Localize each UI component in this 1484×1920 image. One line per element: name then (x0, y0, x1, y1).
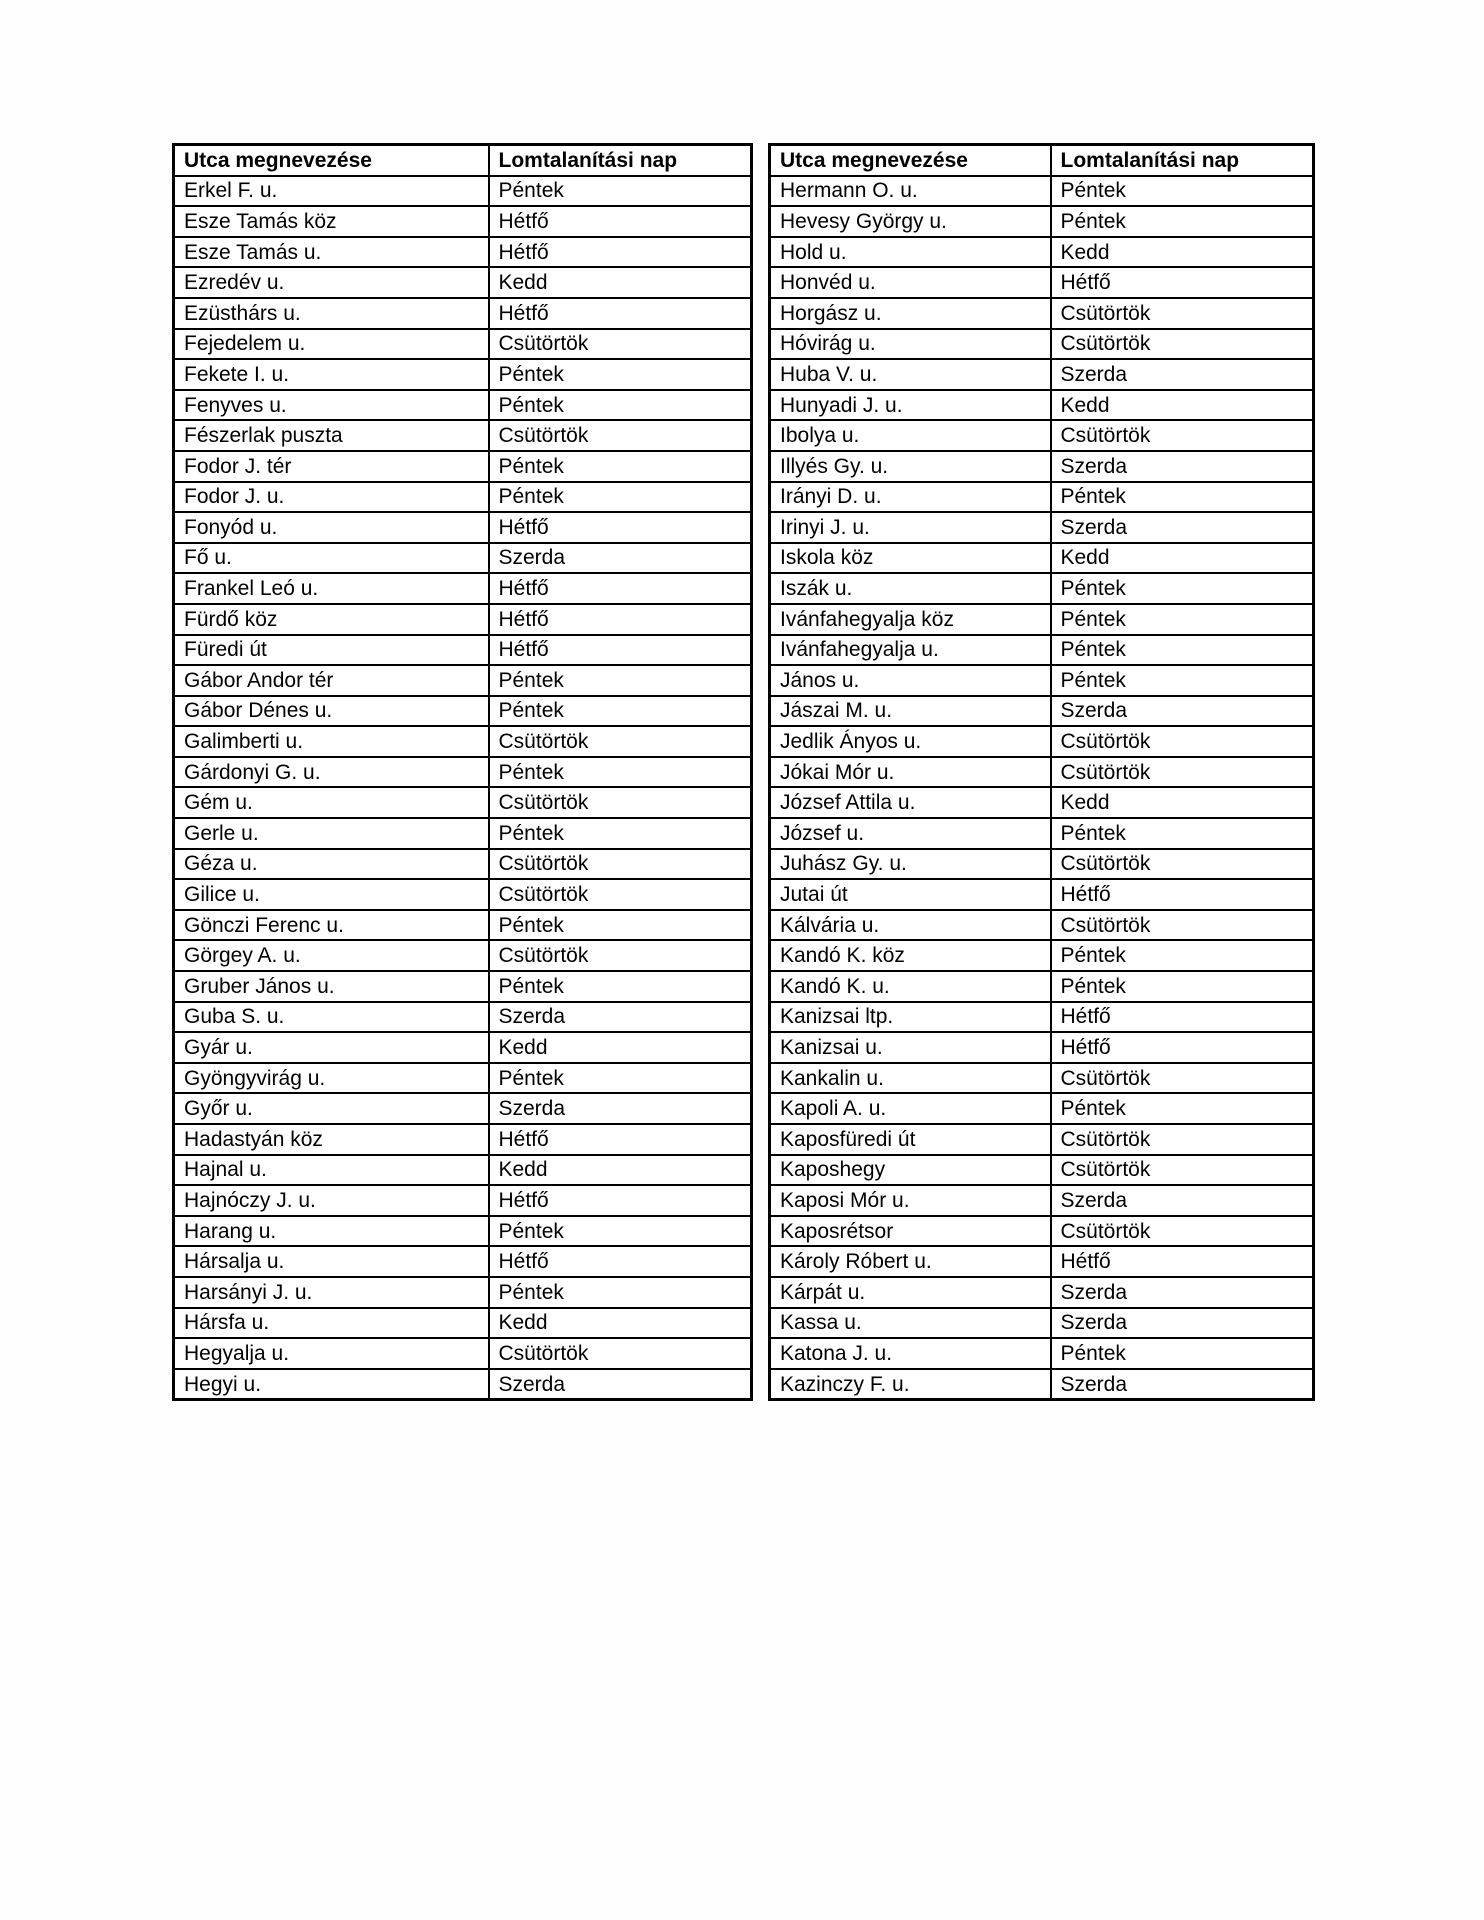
table-row (174, 482, 752, 513)
street-cell: Esze Tamás u. (174, 237, 489, 268)
street-cell: Iskola köz (770, 543, 1051, 574)
table-row (770, 787, 1314, 818)
street-cell: Esze Tamás köz (174, 206, 489, 237)
day-cell: Péntek (1051, 971, 1314, 1002)
street-cell: Kankalin u. (770, 1063, 1051, 1094)
street-cell: Fonyód u. (174, 512, 489, 543)
day-cell: Péntek (1051, 635, 1314, 666)
table-row (770, 451, 1314, 482)
table-row (174, 971, 752, 1002)
day-cell: Kedd (1051, 390, 1314, 421)
table-row (174, 329, 752, 360)
day-cell: Szerda (489, 543, 752, 574)
table-row (174, 1155, 752, 1186)
day-cell: Péntek (1051, 206, 1314, 237)
street-cell: Fürdő köz (174, 604, 489, 635)
street-cell: Harang u. (174, 1216, 489, 1247)
day-cell: Csütörtök (489, 420, 752, 451)
table-row (770, 1338, 1314, 1369)
street-cell: Horgász u. (770, 298, 1051, 329)
day-cell: Szerda (489, 1093, 752, 1124)
table-row (174, 726, 752, 757)
street-cell: Kapoli A. u. (770, 1093, 1051, 1124)
street-cell: Kazinczy F. u. (770, 1369, 1051, 1400)
day-cell: Péntek (1051, 818, 1314, 849)
day-cell: Szerda (489, 1369, 752, 1400)
day-cell: Csütörtök (1051, 1155, 1314, 1186)
street-day-table-left (172, 143, 753, 1401)
day-column-header: Lomtalanítási nap (489, 145, 752, 176)
table-row (770, 420, 1314, 451)
table-row (770, 818, 1314, 849)
street-cell: Hársalja u. (174, 1246, 489, 1277)
street-cell: Juhász Gy. u. (770, 849, 1051, 880)
street-cell: Kandó K. u. (770, 971, 1051, 1002)
table-row (770, 1093, 1314, 1124)
table-row (770, 879, 1314, 910)
street-cell: Ivánfahegyalja köz (770, 604, 1051, 635)
table-row (174, 451, 752, 482)
street-cell: Kanizsai ltp. (770, 1002, 1051, 1033)
table-row (770, 696, 1314, 727)
street-cell: Hunyadi J. u. (770, 390, 1051, 421)
table-row (174, 573, 752, 604)
street-cell: Gerle u. (174, 818, 489, 849)
day-cell: Csütörtök (489, 849, 752, 880)
day-cell: Hétfő (489, 573, 752, 604)
street-cell: József u. (770, 818, 1051, 849)
table-row (174, 1277, 752, 1308)
street-cell: Fodor J. u. (174, 482, 489, 513)
street-cell: Hadastyán köz (174, 1124, 489, 1155)
street-cell: Füredi út (174, 635, 489, 666)
day-cell: Csütörtök (1051, 1216, 1314, 1247)
day-cell: Péntek (489, 1277, 752, 1308)
day-cell: Kedd (1051, 543, 1314, 574)
street-cell: Fejedelem u. (174, 329, 489, 360)
table-row (770, 971, 1314, 1002)
street-cell: Kaposrétsor (770, 1216, 1051, 1247)
day-cell: Csütörtök (1051, 849, 1314, 880)
street-cell: Károly Róbert u. (770, 1246, 1051, 1277)
table-row (174, 1124, 752, 1155)
table-row (174, 635, 752, 666)
day-cell: Hétfő (489, 1124, 752, 1155)
day-cell: Szerda (1051, 696, 1314, 727)
day-cell: Szerda (1051, 1185, 1314, 1216)
day-cell: Kedd (1051, 237, 1314, 268)
day-cell: Hétfő (489, 604, 752, 635)
table-row (770, 267, 1314, 298)
day-cell: Szerda (1051, 1369, 1314, 1400)
street-cell: Gyár u. (174, 1032, 489, 1063)
table-row (770, 237, 1314, 268)
street-cell: Gém u. (174, 787, 489, 818)
table-row (174, 1308, 752, 1339)
day-cell: Kedd (489, 1032, 752, 1063)
table-row (770, 298, 1314, 329)
table-row (174, 787, 752, 818)
table-row (174, 1369, 752, 1400)
table-row (174, 237, 752, 268)
street-cell: Ivánfahegyalja u. (770, 635, 1051, 666)
day-cell: Hétfő (489, 1185, 752, 1216)
table-row (770, 176, 1314, 207)
day-cell: Péntek (1051, 940, 1314, 971)
street-cell: Fekete I. u. (174, 359, 489, 390)
street-cell: Galimberti u. (174, 726, 489, 757)
street-cell: Hegyi u. (174, 1369, 489, 1400)
day-cell: Péntek (1051, 1093, 1314, 1124)
street-cell: Hajnal u. (174, 1155, 489, 1186)
street-cell: Kaposhegy (770, 1155, 1051, 1186)
street-cell: Irinyi J. u. (770, 512, 1051, 543)
table-row (770, 604, 1314, 635)
table-row (174, 1063, 752, 1094)
table-row (770, 1216, 1314, 1247)
day-cell: Szerda (1051, 451, 1314, 482)
table-row (174, 910, 752, 941)
day-cell: Péntek (489, 451, 752, 482)
table-row (174, 267, 752, 298)
street-cell: Jedlik Ányos u. (770, 726, 1051, 757)
table-row (174, 359, 752, 390)
street-column-header: Utca megnevezése (174, 145, 489, 176)
day-cell: Hétfő (1051, 267, 1314, 298)
street-cell: Kaposfüredi út (770, 1124, 1051, 1155)
table-row (770, 635, 1314, 666)
table-row (174, 1002, 752, 1033)
street-cell: Hársfa u. (174, 1308, 489, 1339)
street-cell: Fészerlak puszta (174, 420, 489, 451)
street-cell: Hevesy György u. (770, 206, 1051, 237)
table-row (770, 1369, 1314, 1400)
street-cell: Fenyves u. (174, 390, 489, 421)
street-cell: Harsányi J. u. (174, 1277, 489, 1308)
street-cell: Hold u. (770, 237, 1051, 268)
table-row (174, 818, 752, 849)
day-cell: Péntek (1051, 665, 1314, 696)
street-cell: Gilice u. (174, 879, 489, 910)
street-cell: Győr u. (174, 1093, 489, 1124)
table-row (174, 879, 752, 910)
day-cell: Hétfő (489, 298, 752, 329)
day-column-header: Lomtalanítási nap (1051, 145, 1314, 176)
street-column-header: Utca megnevezése (770, 145, 1051, 176)
street-cell: Hegyalja u. (174, 1338, 489, 1369)
table-row (770, 940, 1314, 971)
table-row (174, 1338, 752, 1369)
street-cell: Görgey A. u. (174, 940, 489, 971)
day-cell: Csütörtök (489, 879, 752, 910)
table-row (770, 1063, 1314, 1094)
street-cell: Kandó K. köz (770, 940, 1051, 971)
street-cell: Gyöngyvirág u. (174, 1063, 489, 1094)
street-cell: Honvéd u. (770, 267, 1051, 298)
day-cell: Péntek (489, 390, 752, 421)
day-cell: Kedd (489, 267, 752, 298)
street-cell: Kanizsai u. (770, 1032, 1051, 1063)
day-cell: Csütörtök (1051, 757, 1314, 788)
day-cell: Péntek (489, 757, 752, 788)
day-cell: Hétfő (489, 512, 752, 543)
street-cell: Hermann O. u. (770, 176, 1051, 207)
table-row (770, 1277, 1314, 1308)
table-row (770, 359, 1314, 390)
table-row (770, 1308, 1314, 1339)
table-row (174, 696, 752, 727)
table-row (770, 512, 1314, 543)
day-cell: Csütörtök (1051, 298, 1314, 329)
day-cell: Péntek (489, 665, 752, 696)
street-cell: Erkel F. u. (174, 176, 489, 207)
day-cell: Szerda (1051, 1277, 1314, 1308)
table-row (770, 329, 1314, 360)
table-row (770, 1124, 1314, 1155)
day-cell: Péntek (1051, 604, 1314, 635)
day-cell: Hétfő (1051, 1002, 1314, 1033)
day-cell: Hétfő (1051, 1246, 1314, 1277)
table-row (174, 420, 752, 451)
street-cell: Jutai út (770, 879, 1051, 910)
day-cell: Péntek (1051, 573, 1314, 604)
day-cell: Csütörtök (1051, 1124, 1314, 1155)
street-cell: Ibolya u. (770, 420, 1051, 451)
day-cell: Péntek (489, 696, 752, 727)
table-row (174, 604, 752, 635)
table-row (174, 665, 752, 696)
table-row (174, 1246, 752, 1277)
day-cell: Péntek (489, 910, 752, 941)
table-row (174, 176, 752, 207)
street-cell: Kaposi Mór u. (770, 1185, 1051, 1216)
day-cell: Csütörtök (1051, 910, 1314, 941)
table-row (174, 940, 752, 971)
day-cell: Csütörtök (1051, 726, 1314, 757)
street-cell: János u. (770, 665, 1051, 696)
street-cell: Gárdonyi G. u. (174, 757, 489, 788)
street-cell: Guba S. u. (174, 1002, 489, 1033)
day-cell: Péntek (489, 1063, 752, 1094)
street-cell: Iszák u. (770, 573, 1051, 604)
day-cell: Szerda (1051, 1308, 1314, 1339)
day-cell: Csütörtök (1051, 1063, 1314, 1094)
street-day-table-right (768, 143, 1315, 1401)
table-row (174, 543, 752, 574)
day-cell: Hétfő (489, 1246, 752, 1277)
street-cell: Hajnóczy J. u. (174, 1185, 489, 1216)
table-row (770, 390, 1314, 421)
day-cell: Péntek (1051, 482, 1314, 513)
day-cell: Hétfő (489, 206, 752, 237)
day-cell: Csütörtök (489, 940, 752, 971)
day-cell: Szerda (1051, 359, 1314, 390)
table-row (174, 1032, 752, 1063)
day-cell: Kedd (489, 1155, 752, 1186)
table-row (174, 1093, 752, 1124)
street-cell: Gruber János u. (174, 971, 489, 1002)
street-cell: Jászai M. u. (770, 696, 1051, 727)
table-row (770, 1155, 1314, 1186)
street-cell: Gábor Dénes u. (174, 696, 489, 727)
day-cell: Péntek (489, 971, 752, 1002)
street-cell: Fodor J. tér (174, 451, 489, 482)
day-cell: Csütörtök (1051, 420, 1314, 451)
street-cell: Gábor Andor tér (174, 665, 489, 696)
table-row (770, 665, 1314, 696)
day-cell: Hétfő (489, 237, 752, 268)
day-cell: Péntek (489, 482, 752, 513)
table-row (174, 298, 752, 329)
street-cell: Huba V. u. (770, 359, 1051, 390)
table-row (174, 512, 752, 543)
table-row (174, 1185, 752, 1216)
day-cell: Szerda (489, 1002, 752, 1033)
street-cell: Kassa u. (770, 1308, 1051, 1339)
table-row (174, 206, 752, 237)
day-cell: Péntek (489, 359, 752, 390)
table-row (174, 757, 752, 788)
table-row (770, 910, 1314, 941)
day-cell: Csütörtök (489, 726, 752, 757)
street-cell: Frankel Leó u. (174, 573, 489, 604)
header-row (174, 145, 752, 176)
day-cell: Csütörtök (489, 329, 752, 360)
street-cell: Gönczi Ferenc u. (174, 910, 489, 941)
day-cell: Kedd (489, 1308, 752, 1339)
street-cell: Ezüsthárs u. (174, 298, 489, 329)
table-row (174, 849, 752, 880)
street-cell: Irányi D. u. (770, 482, 1051, 513)
table-row (770, 757, 1314, 788)
table-row (770, 726, 1314, 757)
day-cell: Szerda (1051, 512, 1314, 543)
day-cell: Péntek (1051, 1338, 1314, 1369)
header-row (770, 145, 1314, 176)
table-row (770, 482, 1314, 513)
table-row (174, 1216, 752, 1247)
table-row (770, 1002, 1314, 1033)
table-row (770, 1185, 1314, 1216)
street-cell: Kálvária u. (770, 910, 1051, 941)
day-cell: Csütörtök (489, 787, 752, 818)
table-row (770, 573, 1314, 604)
day-cell: Hétfő (1051, 1032, 1314, 1063)
street-cell: Jókai Mór u. (770, 757, 1051, 788)
street-cell: Géza u. (174, 849, 489, 880)
street-cell: Illyés Gy. u. (770, 451, 1051, 482)
table-row (770, 206, 1314, 237)
table-row (770, 1032, 1314, 1063)
street-cell: Hóvirág u. (770, 329, 1051, 360)
table-row (770, 543, 1314, 574)
day-cell: Hétfő (1051, 879, 1314, 910)
street-cell: Ezredév u. (174, 267, 489, 298)
table-row (174, 390, 752, 421)
day-cell: Péntek (489, 818, 752, 849)
street-cell: Fő u. (174, 543, 489, 574)
day-cell: Péntek (1051, 176, 1314, 207)
day-cell: Csütörtök (1051, 329, 1314, 360)
street-cell: Katona J. u. (770, 1338, 1051, 1369)
day-cell: Kedd (1051, 787, 1314, 818)
day-cell: Péntek (489, 176, 752, 207)
day-cell: Csütörtök (489, 1338, 752, 1369)
table-row (770, 1246, 1314, 1277)
street-cell: Kárpát u. (770, 1277, 1051, 1308)
day-cell: Hétfő (489, 635, 752, 666)
day-cell: Péntek (489, 1216, 752, 1247)
street-cell: József Attila u. (770, 787, 1051, 818)
table-row (770, 849, 1314, 880)
